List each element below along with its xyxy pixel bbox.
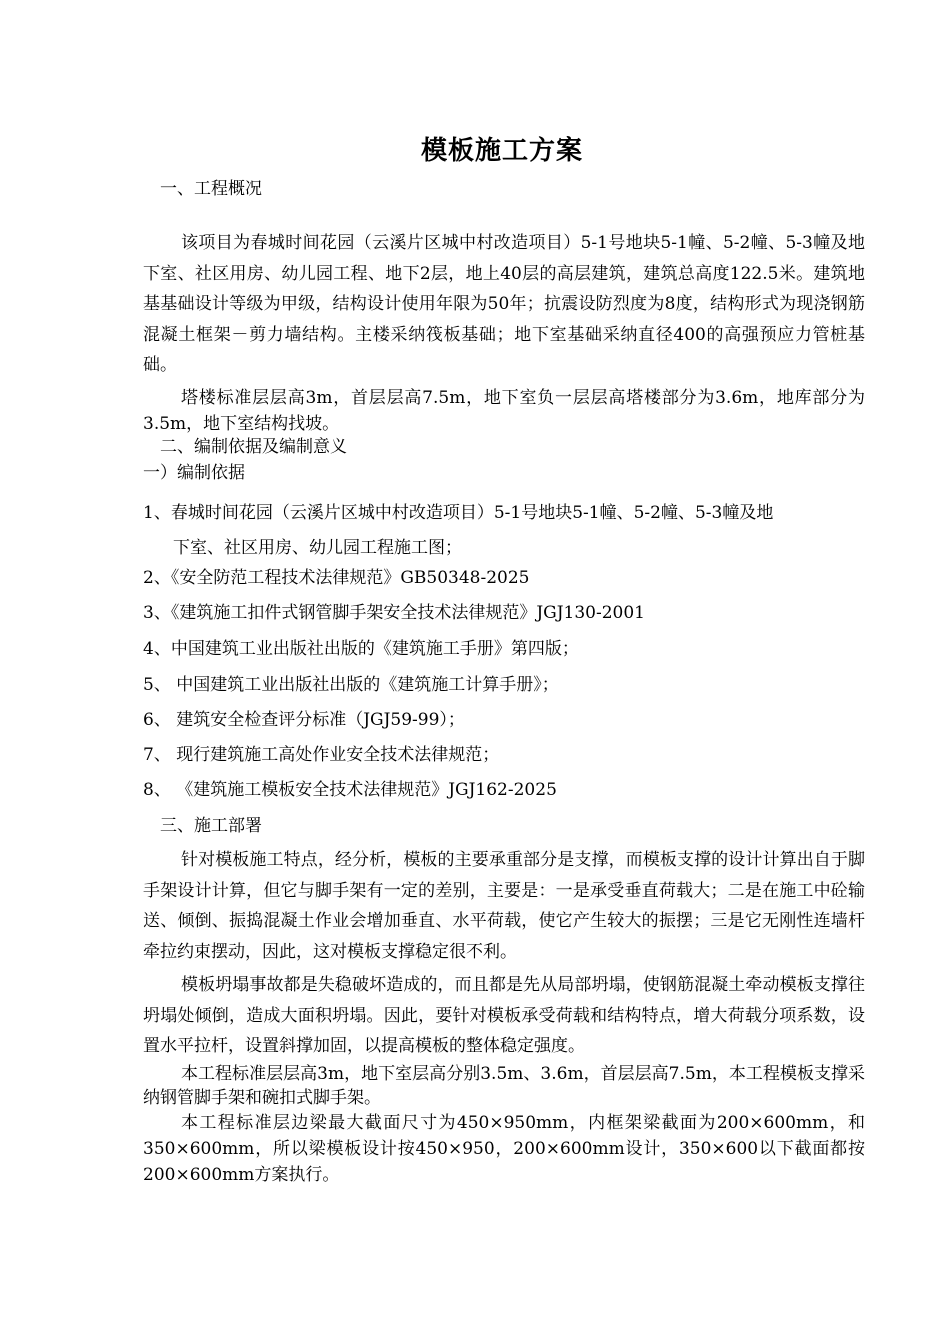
paragraph-project-overview: 该项目为春城时间花园（云溪片区城中村改造项目）5-1号地块5-1幢、5-2幢、5-3幢及地下室、社区用房、幼儿园工程、地下2层，地上40层的高层建筑，建筑总高度122.5米。建筑地基基础设计等级为甲级，结构设计使用年限为50年；抗震设防烈度为8度，结构形式为现浇钢筋混凝土框架－剪力墙结构。主楼采纳筏板基础；地下室基础采纳直径400的高强预应力管桩基础。 [143,233,865,375]
reference-item: 2、《安全防范工程技术法律规范》GB50348-2025 [143,568,530,588]
paragraph-collapse-causes: 模板坍塌事故都是失稳破坏造成的，而且都是先从局部坍塌，使钢筋混凝土牵动模板支撑往坍塌处倾倒，造成大面积坍塌。因此，要针对模板承受荷载和结构特点，增大荷载分项系数，设置水平拉杆，设置斜撑加固，以提高模板的整体稳定强度。 [143,975,865,1056]
section-heading-deployment: 三、施工部署 [160,816,262,836]
paragraph-beam-sections: 本工程标准层边梁最大截面尺寸为450×950mm，内框架梁截面为200×600mm，和350×600mm，所以梁模板设计按450×950，200×600mm设计，350×600以下截面都按200×600mm方案执行。 [143,1113,865,1185]
reference-item: 6、 建筑安全检查评分标准（JGJ59-99）； [143,710,465,730]
subsection-heading-basis: 一）编制依据 [143,463,245,483]
paragraph-floor-heights: 塔楼标准层层高3m，首层层高7.5m，地下室负一层层高塔楼部分为3.6m，地库部分为3.5m，地下室结构找坡。 [143,388,865,434]
document-title: 模板施工方案 [420,136,583,166]
reference-item: 3、《建筑施工扣件式钢管脚手架安全技术法律规范》JGJ130-2001 [143,603,645,623]
reference-item: 8、 《建筑施工模板安全技术法律规范》JGJ162-2025 [143,780,557,800]
reference-item-text: 1、春城时间花园（云溪片区城中村改造项目）5-1号地块5-1幢、5-2幢、5-3幢及地 [143,503,774,523]
reference-item: 4、中国建筑工业出版社出版的《建筑施工手册》第四版； [143,639,579,659]
paragraph-scaffold-type: 本工程标准层层高3m，地下室层高分别3.5m、3.6m，首层层高7.5m，本工程模板支撑采纳钢管脚手架和碗扣式脚手架。 [143,1064,865,1108]
section-heading-overview: 一、工程概况 [160,179,262,199]
reference-item [143,496,865,566]
reference-item: 7、 现行建筑施工高处作业安全技术法律规范； [143,745,500,765]
paragraph-formwork-analysis: 针对模板施工特点，经分析，模板的主要承重部分是支撑，而模板支撑的设计计算出自于脚手架设计计算，但它与脚手架有一定的差别，主要是：一是承受垂直荷载大；二是在施工中砼输送、倾倒、振捣混凝土作业会增加垂直、水平荷载，使它产生较大的振摆；三是它无刚性连墙杆牵拉约束摆动，因此，这对模板支撑稳定很不利。 [143,850,865,962]
reference-item-continuation: 下室、社区用房、幼儿园工程施工图； [173,538,462,558]
reference-item: 5、 中国建筑工业出版社出版的《建筑施工计算手册》； [143,675,559,695]
section-heading-basis: 二、编制依据及编制意义 [160,437,347,457]
